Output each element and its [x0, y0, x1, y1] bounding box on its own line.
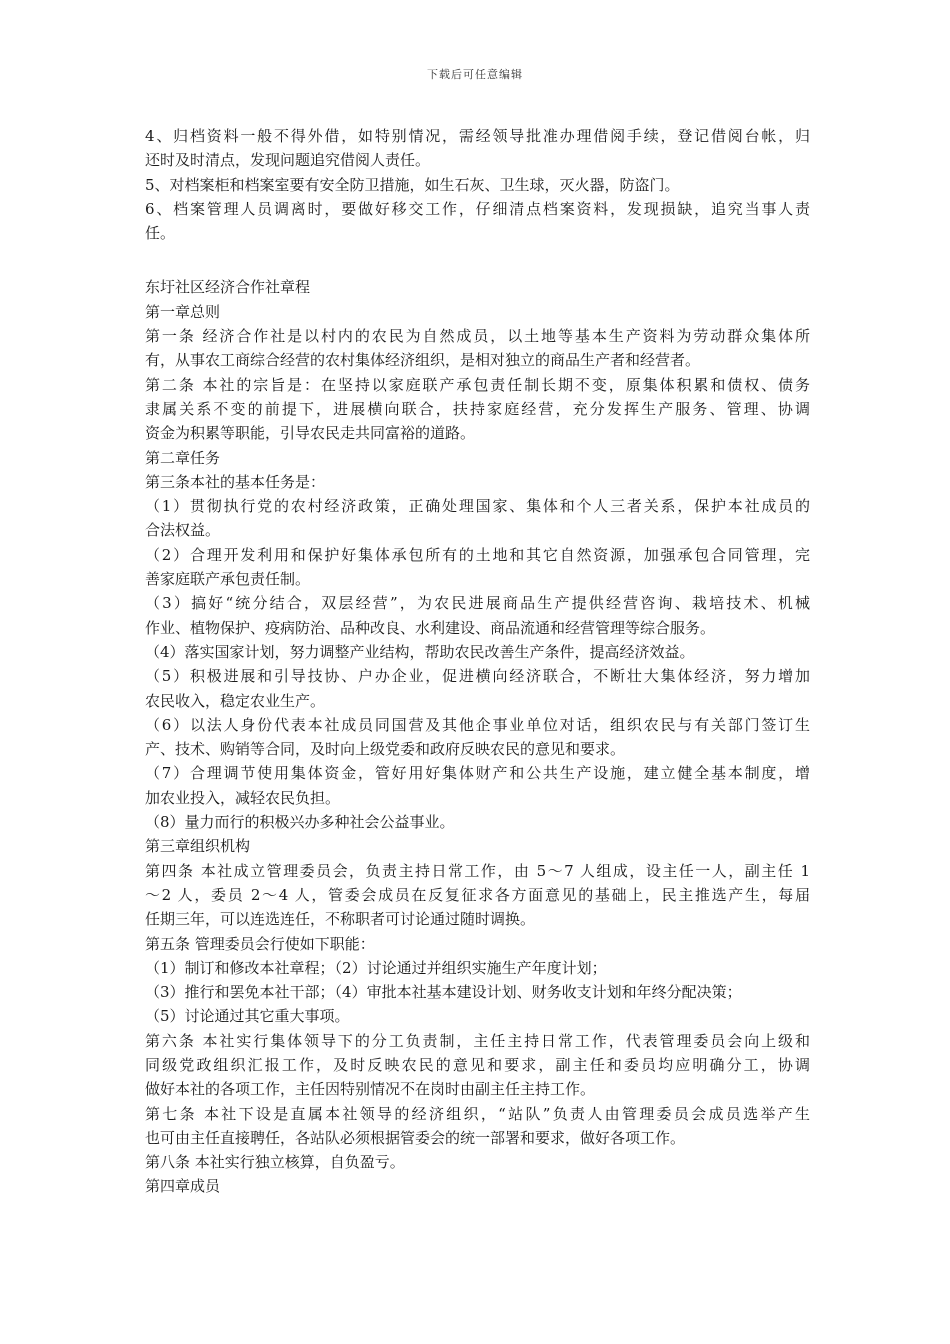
document-body: [145, 124, 810, 1199]
text-line: 合法权益。: [145, 521, 221, 540]
text-line: 资金为积累等职能，引导农民走共同富裕的道路。: [145, 424, 476, 443]
section-spacer: [145, 245, 810, 275]
article-7: [145, 1102, 810, 1151]
text-line: （3）推行和罢免本社干部；（4）审批本社基本建设计划、财务收支计划和年终分配决策；: [145, 983, 742, 1002]
text-line: 加农业投入，减轻农民负担。: [145, 788, 341, 807]
task-2: [145, 543, 810, 592]
text-line: 第七条 本社下设是直属本社领导的经济组织，“站队”负责人由管理委员会成员选举产生: [145, 1104, 810, 1123]
chapter-2-title: 第二章任务: [145, 448, 221, 467]
text-line: 第一条 经济合作社是以村内的农民为自然成员，以土地等基本生产资料为劳动群众集体所: [145, 327, 810, 346]
task-6: [145, 713, 810, 762]
page-header: 下载后可任意编辑: [427, 68, 523, 81]
text-line: （1）贯彻执行党的农村经济政策，正确处理国家、集体和个人三者关系，保护本社成员的: [145, 497, 810, 516]
text-line: （4）落实国家计划，努力调整产业结构，帮助农民改善生产条件，提高经济效益。: [145, 642, 695, 661]
task-8: [145, 810, 810, 834]
text-line: （5）积极进展和引导技协、户办企业，促进横向经济联合，不断壮大集体经济，努力增加: [145, 667, 810, 686]
article-8: [145, 1150, 810, 1174]
task-1: [145, 494, 810, 543]
text-line: ～2 人，委员 2～4 人，管委会成员在反复征求各方面意见的基础上，民主推选产生，每届: [145, 885, 810, 904]
chapter-1-title: 第一章总则: [145, 302, 221, 321]
text-line: 4、归档资料一般不得外借，如特别情况，需经领导批准办理借阅手续，登记借阅台帐，归: [145, 127, 810, 145]
text-line: （1）制订和修改本社章程；（2）讨论通过并组织实施生产年度计划；: [145, 958, 607, 977]
text-line: 作业、植物保护、疫病防治、品种改良、水利建设、商品流通和经营管理等综合服务。: [145, 618, 716, 637]
text-line: （2）合理开发利用和保护好集体承包所有的土地和其它自然资源，加强承包合同管理，完: [145, 545, 810, 564]
archive-rule-5: [145, 173, 810, 197]
archive-rule-4: [145, 124, 810, 173]
task-4: [145, 640, 810, 664]
article-1: [145, 324, 810, 373]
article-4: [145, 859, 810, 932]
article-3: 第三条本社的基本任务是：: [145, 472, 326, 491]
text-line: （6）以法人身份代表本社成员同国营及其他企事业单位对话，组织农民与有关部门签订生: [145, 715, 810, 734]
chapter-4-title: 第四章成员: [145, 1177, 221, 1196]
text-line: 第四条 本社成立管理委员会，负责主持日常工作，由 5～7 人组成，设主任一人，副主任 1: [145, 861, 810, 880]
text-line: （5）讨论通过其它重大事项。: [145, 1007, 350, 1026]
text-line: 农民收入，稳定农业生产。: [145, 691, 326, 710]
duties-list: [145, 956, 810, 1029]
task-5: [145, 664, 810, 713]
text-line: 还时及时清点，发现问题追究借阅人责任。: [145, 151, 431, 170]
chapter-3-title: 第三章组织机构: [145, 837, 251, 856]
text-line: （3）搞好“统分结合，双层经营”，为农民进展商品生产提供经营咨询、栽培技术、机械: [145, 594, 810, 613]
text-line: 任期三年，可以连选连任，不称职者可讨论通过随时调换。: [145, 910, 536, 929]
text-line: 隶属关系不变的前提下，进展横向联合，扶持家庭经营，充分发挥生产服务、管理、协调: [145, 399, 810, 418]
text-line: 5、对档案柜和档案室要有安全防卫措施，如生石灰、卫生球，灭火器，防盗门。: [145, 175, 680, 194]
text-line: 做好本社的各项工作，主任因特别情况不在岗时由副主任主持工作。: [145, 1080, 596, 1099]
text-line: 第六条 本社实行集体领导下的分工负责制，主任主持日常工作，代表管理委员会向上级和: [145, 1031, 810, 1050]
text-line: 任。: [145, 224, 176, 243]
archive-rule-6: [145, 197, 810, 246]
text-line: （8）量力而行的积极兴办多种社会公益事业。: [145, 813, 455, 832]
text-line: 有，从事农工商综合经营的农村集体经济组织，是相对独立的商品生产者和经营者。: [145, 351, 701, 370]
text-line: 善家庭联产承包责任制。: [145, 570, 311, 589]
article-6: [145, 1029, 810, 1102]
charter-title: 东圩社区经济合作社章程: [145, 278, 311, 297]
task-3: [145, 591, 810, 640]
text-line: 同级党政组织汇报工作，及时反映农民的意见和要求，副主任和委员均应明确分工，协调: [145, 1055, 810, 1074]
article-2: [145, 373, 810, 446]
text-line: 第二条 本社的宗旨是：在坚持以家庭联产承包责任制长期不变，原集体积累和债权、债务: [145, 375, 810, 394]
text-line: （7）合理调节使用集体资金，管好用好集体财产和公共生产设施，建立健全基本制度，增: [145, 764, 810, 783]
text-line: 也可由主任直接聘任，各站队必须根据管委会的统一部署和要求，做好各项工作。: [145, 1128, 686, 1147]
article-5: 第五条 管理委员会行使如下职能：: [145, 934, 375, 953]
text-line: 产、技术、购销等合同，及时向上级党委和政府反映农民的意见和要求。: [145, 740, 626, 759]
text-line: 第八条 本社实行独立核算，自负盈亏。: [145, 1153, 405, 1172]
text-line: 6、档案管理人员调离时，要做好移交工作，仔细清点档案资料，发现损缺，追究当事人责: [145, 199, 810, 218]
task-7: [145, 761, 810, 810]
